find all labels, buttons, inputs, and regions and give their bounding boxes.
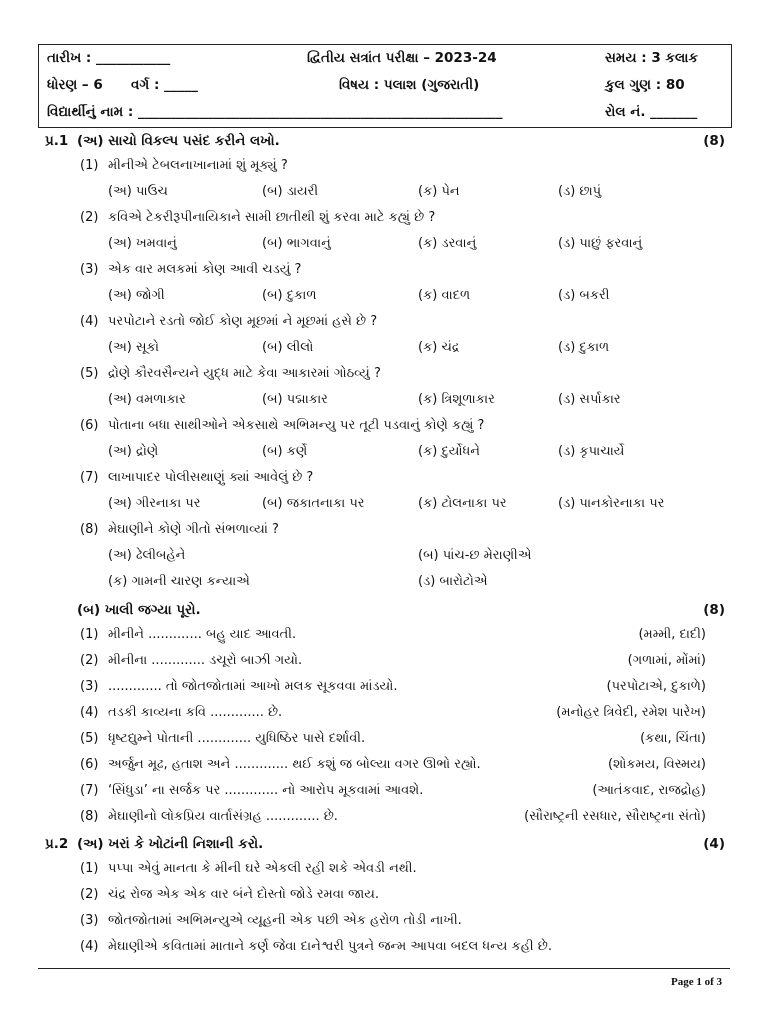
item-number: (1) <box>80 627 99 642</box>
subject-label: વિષય : પલાશ (ગુજરાતી) <box>339 77 480 93</box>
fill-blank-text: મીનીને ............. બહુ યાદ આવતી. <box>108 627 297 642</box>
option-c: (ક) પેન <box>418 184 460 199</box>
option-a: (અ) પાઉચ <box>108 184 168 199</box>
item-number: (4) <box>80 939 99 954</box>
student-name-field: વિદ્યાર્થીનું નામ : ______________________________________________________ <box>47 104 503 120</box>
question-text: મીનીએ ટેબલનાખાનામાં શું મૂક્યું ? <box>108 158 288 173</box>
question-text: લાખાપાદર પોલીસથાણું ક્યાં આવેલું છે ? <box>108 470 314 485</box>
option-b: (બ) પદ્માકાર <box>262 392 328 407</box>
option-d: (ડ) પાછું ફરવાનું <box>558 236 643 251</box>
division-label: વર્ગ : _____ <box>131 77 198 93</box>
option-c: (ક) ગામની ચારણ કન્યાએ <box>108 574 250 589</box>
header-row-1 <box>39 45 731 71</box>
page-number: Page 1 of 3 <box>670 976 722 988</box>
statement-text: ચંદ્ર રોજ એક એક વાર બંને દોસ્તો જોડે રમવા જાય. <box>108 887 379 902</box>
option-c: (ક) ચંદ્ર <box>418 340 460 355</box>
exam-title: દ્વિતીય સત્રાંત પરીક્ષા – 2023-24 <box>307 50 497 66</box>
item-number: (6) <box>80 757 99 772</box>
option-d: (ડ) બારોટોએ <box>418 574 488 589</box>
item-number: (7) <box>80 470 99 485</box>
question-text: કવિએ ટેકરીરૂપીનાયિકાને સામી છાતીથી શું કરવા માટે કહ્યું છે ? <box>108 210 436 225</box>
option-a: (અ) ખમવાનું <box>108 236 177 251</box>
header-row-3 <box>39 99 731 125</box>
option-c: (ક) વાદળ <box>418 288 471 303</box>
option-a: (અ) ઢેલીબહેને <box>108 548 186 563</box>
q2-heading <box>45 834 725 856</box>
option-d: (ડ) કૃપાચાર્યે <box>558 444 625 459</box>
option-d: (ડ) છાપું <box>558 184 602 199</box>
option-d: (ડ) બકરી <box>558 288 610 303</box>
question-text: એક વાર મલકમાં કોણ આવી ચડયું ? <box>108 262 302 277</box>
answer-choices: (ગળામાં, મોંમાં) <box>627 653 706 668</box>
option-d: (ડ) દુકાળ <box>558 340 610 355</box>
option-b: (બ) પાંચ-છ મેરાણીએ <box>418 548 532 563</box>
option-b: (બ) દુકાળ <box>262 288 317 303</box>
question-text: પોતાના બધા સાથીઓને એકસાથે અભિમન્યુ પર તૂટી પડવાનું કોણે કહ્યું ? <box>108 418 485 433</box>
item-number: (3) <box>80 679 99 694</box>
item-number: (6) <box>80 418 99 433</box>
fill-blank-text: ‘સિંધુડા’ ના સર્જક પર ............. નો આરોપ મૂકવામાં આવશે. <box>108 783 424 798</box>
answer-choices: (સૌરાષ્ટ્રની રસધાર, સૌરાષ્ટ્રના સંતો) <box>524 809 706 824</box>
date-label: તારીખ : ___________ <box>47 50 171 66</box>
item-number: (2) <box>80 887 99 902</box>
answer-choices: (મમ્મી, દાદી) <box>638 627 706 642</box>
header-row-2 <box>39 72 731 98</box>
fill-blank-text: મેઘાણીનો લોકપ્રિય વાર્તાસંગ્રહ ............. છે. <box>108 809 338 824</box>
fill-blank-text: ............. તો જોતજોતામાં આખો મલક સૂકવવા માંડયો. <box>108 679 398 694</box>
statement-text: જોતજોતામાં અભિમન્યુએ વ્યૂહની એક પછી એક હરોળ તોડી નાખી. <box>108 913 462 928</box>
item-number: (4) <box>80 314 99 329</box>
option-a: (અ) ગીરનાકા પર <box>108 496 201 511</box>
fill-blank-text: તડકી કાવ્યના કવિ ............. છે. <box>108 705 283 720</box>
answer-choices: (મનોહર ત્રિવેદી, રમેશ પારેખ) <box>556 705 706 720</box>
item-number: (5) <box>80 366 99 381</box>
option-c: (ક) ત્રિશૂળાકાર <box>418 392 495 407</box>
q1b-title: (બ) ખાલી જગ્યા પૂરો. <box>77 602 201 618</box>
item-number: (8) <box>80 809 99 824</box>
item-number: (2) <box>80 210 99 225</box>
item-number: (3) <box>80 262 99 277</box>
fill-blank-text: અર્જુન મૂઢ, હતાશ અને ............. થઈ કશું જ બોલ્યા વગર ઊભો રહ્યો. <box>108 757 481 772</box>
option-b: (બ) લીલો <box>262 340 314 355</box>
fill-blank-text: મીનીના ............. ડચૂરો બાઝી ગયો. <box>108 653 303 668</box>
q2-title: (અ) ખરાં કે ખોટાંની નિશાની કરો. <box>77 836 264 852</box>
q1-number: પ્ર.1 <box>45 133 69 149</box>
option-b: (બ) કર્ણે <box>262 444 308 459</box>
item-number: (8) <box>80 522 99 537</box>
question-text: મેઘાણીને કોણે ગીતો સંભળાવ્યાં ? <box>108 522 279 537</box>
fill-blank-text: ધૃષ્ટદ્યુમ્ને પોતાની ............. યુધિષ્ઠિર પાસે દર્શાવી. <box>108 731 366 746</box>
question-text: પરપોટાને રડતો જોઈ કોણ મૂછમાં ને મૂછમાં હસે છે ? <box>108 314 378 329</box>
item-number: (1) <box>80 861 99 876</box>
q1b-heading <box>45 600 725 622</box>
q1-title: (અ) સાચો વિકલ્પ પસંદ કરીને લખો. <box>77 133 280 149</box>
exam-time: સમય : 3 કલાક <box>605 50 698 66</box>
statement-text: મેઘાણીએ કવિતામાં માતાને કર્ણ જેવા દાનેશ્વરી પુત્રને જન્મ આપવા બદલ ધન્ય કહી છે. <box>108 939 552 954</box>
exam-header <box>38 44 732 128</box>
statement-text: પપ્પા એવું માનતા કે મીની ઘરે એકલી રહી શકે એવડી નથી. <box>108 861 417 876</box>
option-c: (ક) ટોલનાકા પર <box>418 496 507 511</box>
item-number: (4) <box>80 705 99 720</box>
footer-divider <box>38 968 730 969</box>
option-d: (ડ) સર્પાકાર <box>558 392 621 407</box>
answer-choices: (આતંકવાદ, રાજદ્રોહ) <box>592 783 706 798</box>
answer-choices: (કથા, ચિંતા) <box>640 731 706 746</box>
option-b: (બ) ડાયરી <box>262 184 319 199</box>
item-number: (5) <box>80 731 99 746</box>
option-a: (અ) જોગી <box>108 288 165 303</box>
option-c: (ક) દુર્યોધને <box>418 444 480 459</box>
answer-choices: (શોકમય, વિસ્મય) <box>608 757 706 772</box>
q1b-marks: (8) <box>703 602 725 618</box>
option-a: (અ) સૂકો <box>108 340 159 355</box>
item-number: (1) <box>80 158 99 173</box>
option-c: (ક) ડરવાનું <box>418 236 477 251</box>
item-number: (2) <box>80 653 99 668</box>
option-a: (અ) દ્રોણે <box>108 444 159 459</box>
answer-choices: (પરપોટાએ, દુકાળે) <box>606 679 706 694</box>
question-text: દ્રોણે કૌરવસૈન્યને યુદ્ધ માટે કેવા આકારમાં ગોઠવ્યું ? <box>108 366 381 381</box>
option-d: (ડ) પાનકોરનાકા પર <box>558 496 665 511</box>
total-marks: કુલ ગુણ : 80 <box>605 77 685 93</box>
q1-heading <box>45 131 725 153</box>
q1-marks: (8) <box>703 133 725 149</box>
item-number: (7) <box>80 783 99 798</box>
option-b: (બ) જકાતનાકા પર <box>262 496 365 511</box>
class-label: ધોરણ – 6 <box>47 77 103 93</box>
q2-number: પ્ર.2 <box>45 836 69 852</box>
q2-marks: (4) <box>703 836 725 852</box>
roll-number-field: રોલ નં. _______ <box>605 104 698 120</box>
item-number: (3) <box>80 913 99 928</box>
option-b: (બ) ભાગવાનું <box>262 236 331 251</box>
option-a: (અ) વમળાકાર <box>108 392 186 407</box>
